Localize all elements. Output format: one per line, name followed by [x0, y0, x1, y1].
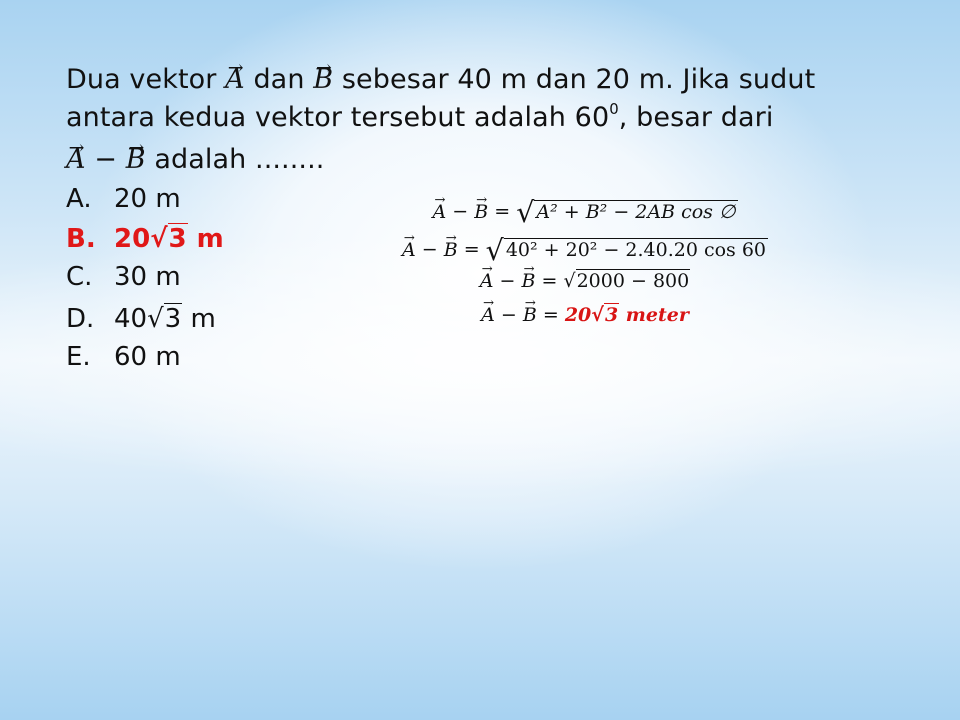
- question-continuation: , besar dari: [618, 102, 774, 133]
- radical-sign: √: [150, 224, 168, 254]
- minus-sign: −: [85, 144, 126, 175]
- equals-sign: =: [457, 238, 486, 261]
- option-letter: A.: [66, 184, 92, 214]
- solution-equation-1: [380, 196, 790, 229]
- vector-b-symbol: → B: [474, 201, 488, 223]
- minus-sign: −: [493, 270, 522, 292]
- minus-sign: −: [494, 304, 523, 326]
- radicand: A² + B² − 2AB cos ∅: [536, 200, 736, 223]
- radical-sign: √: [485, 234, 504, 267]
- option-text: 30 m: [114, 262, 181, 292]
- vector-b-symbol: → B: [126, 140, 146, 180]
- vector-a-symbol: → A: [432, 201, 446, 223]
- vector-b-symbol: → B: [313, 60, 333, 100]
- option-letter: B.: [66, 224, 96, 254]
- radicand: 3: [604, 304, 619, 326]
- option-a[interactable]: [66, 184, 181, 220]
- question-line-3: [66, 140, 324, 180]
- vector-a-symbol: → A: [402, 239, 416, 261]
- vector-a-symbol: → A: [225, 60, 245, 100]
- radicand: 3: [164, 304, 182, 334]
- solution-equation-4: [380, 304, 790, 334]
- sqrt-expression: [516, 196, 737, 229]
- option-coefficient: 40: [114, 304, 148, 334]
- option-coefficient: 20: [114, 224, 151, 254]
- equals-sign: =: [488, 200, 517, 223]
- question-magnitudes: sebesar 40 m dan 20 m. Jika sudut: [333, 64, 816, 95]
- question-prefix: Dua vektor: [66, 64, 226, 95]
- option-b-correct[interactable]: [66, 224, 224, 260]
- question-conjunction: dan: [244, 64, 314, 95]
- option-text: 60 m: [114, 342, 181, 372]
- option-d[interactable]: [66, 304, 216, 340]
- sqrt-expression: [563, 270, 690, 292]
- minus-sign: −: [415, 238, 444, 261]
- vector-a-symbol: → A: [481, 304, 495, 326]
- option-letter: C.: [66, 262, 93, 292]
- option-unit: m: [187, 224, 224, 254]
- radicand: 3: [168, 224, 187, 254]
- vector-a-symbol: → A: [480, 270, 494, 292]
- radicand: 40² + 20² − 2.40.20 cos 60: [505, 238, 767, 261]
- radical-sign: √: [147, 304, 164, 334]
- degree-superscript: 0: [609, 100, 619, 119]
- radical-sign: √: [516, 196, 535, 229]
- option-c[interactable]: [66, 262, 181, 298]
- option-text: 20 m: [114, 184, 181, 214]
- radicand: 2000 − 800: [576, 270, 690, 292]
- question-line-1: [66, 60, 815, 100]
- sqrt-expression: [591, 304, 619, 326]
- answer-coefficient: 20: [564, 304, 592, 326]
- question-blank: adalah ........: [145, 144, 325, 175]
- equals-sign: =: [536, 304, 565, 326]
- final-answer: [565, 304, 689, 326]
- minus-sign: −: [446, 200, 475, 223]
- question-line-2: [66, 98, 773, 138]
- vector-a-symbol: → A: [66, 140, 86, 180]
- question-angle-text: antara kedua vektor tersebut adalah 60: [66, 102, 610, 133]
- radical-sign: √: [563, 270, 576, 292]
- option-letter: D.: [66, 304, 95, 334]
- equals-sign: =: [535, 270, 564, 292]
- vector-b-symbol: → B: [523, 304, 537, 326]
- answer-unit: meter: [619, 304, 689, 326]
- option-letter: E.: [66, 342, 91, 372]
- radical-sign: √: [591, 304, 604, 326]
- option-e[interactable]: [66, 342, 181, 378]
- vector-b-symbol: → B: [444, 239, 458, 261]
- solution-equation-3: [380, 270, 790, 300]
- sqrt-expression: [147, 304, 182, 334]
- vector-b-symbol: → B: [522, 270, 536, 292]
- sqrt-expression: [150, 224, 187, 254]
- option-unit: m: [182, 304, 216, 334]
- solution-equation-2: [380, 234, 790, 267]
